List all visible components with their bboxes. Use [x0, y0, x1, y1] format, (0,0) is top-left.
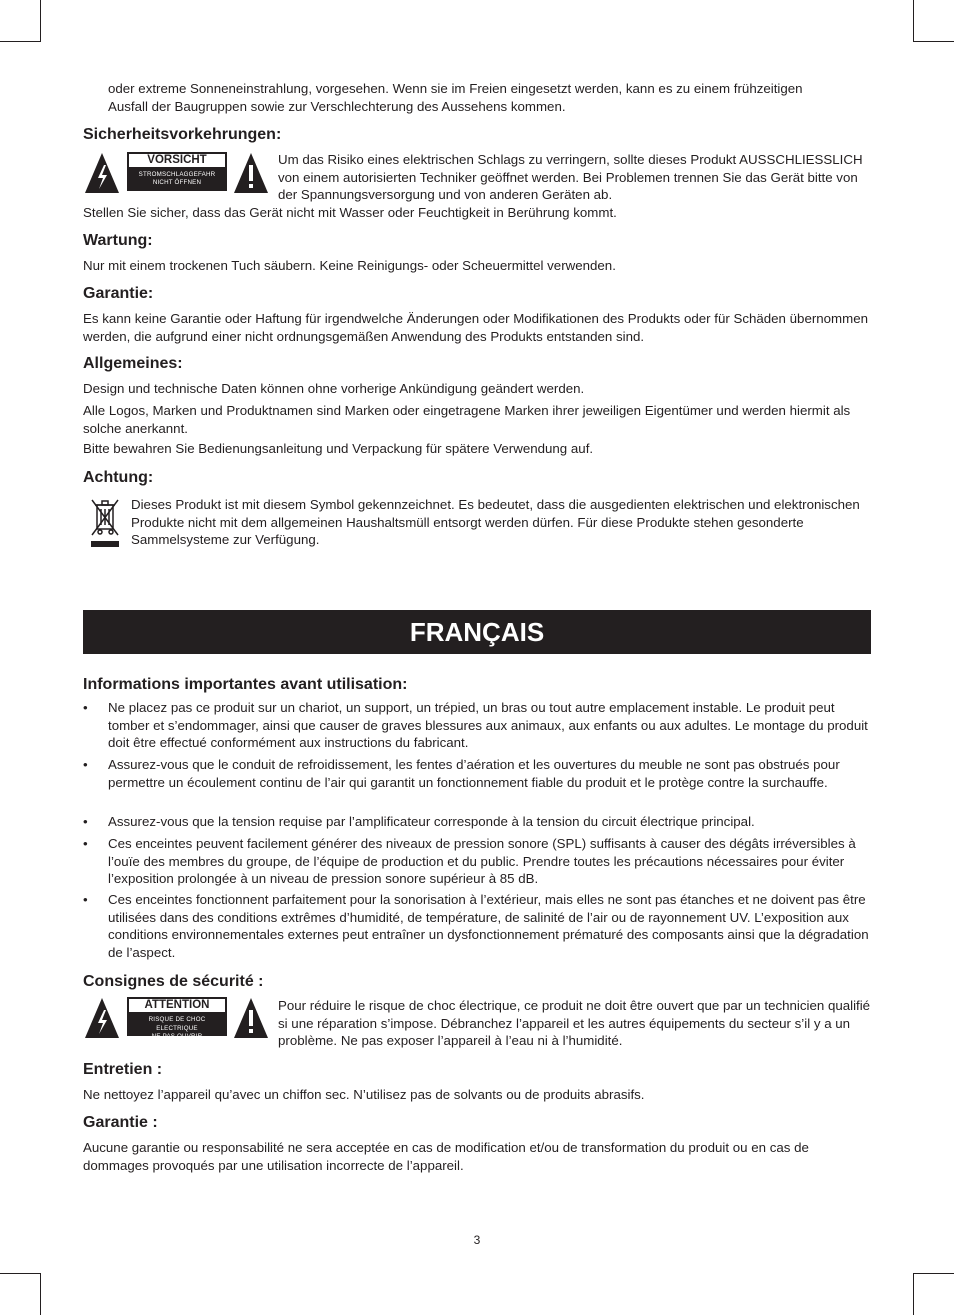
list-item-text: Ne placez pas ce produit sur un chariot, un support, un trépied, un bras ou tout autre emplacement instable. Le produit peut tomber et s’endommager, ainsi que causer de graves blessures aux animaux, aux enfants ou aux adultes. Le montage du produit doit être effectué conformément aux instructions du fabricant.: [108, 700, 868, 750]
de-attention-text: Dieses Produkt ist mit diesem Symbol gekennzeichnet. Es bedeutet, dass die ausgedienten elektrischen und elektronischen Produkte nicht mit dem allgemeinen Haushaltsmüll entsorgt werden dürfen. Für diese Produkte stehen gesonderte Sammelsysteme zur Verfügung.: [131, 497, 860, 547]
fr-warranty-heading: Garantie :: [83, 1114, 158, 1131]
de-safety-text: Um das Risiko eines elektrischen Schlags zu verringern, sollte dieses Produkt AUSSCHLIESSLICH von einem autorisierten Techniker geöffnet werden. Bei Problemen trennen Sie das Gerät bitte von der Spannungsversorgung und von anderen Geräten ab.: [278, 152, 863, 202]
crop-mark: [913, 1273, 954, 1274]
fr-info-heading: Informations importantes avant utilisation:: [83, 676, 408, 693]
bullet-marker: •: [83, 836, 88, 851]
exclamation-warning-icon: [233, 152, 269, 194]
weee-bin-icon: [88, 497, 122, 549]
fr-safety-heading: Consignes de sécurité :: [83, 973, 264, 990]
de-warning-sub: STROMSCHLAGGEFAHR NICHT ÖFFNEN: [138, 171, 216, 186]
list-item-text: Assurez-vous que le conduit de refroidissement, les fentes d’aération et les ouvertures du meuble ne sont pas obstrués pour permettre un écoulement continu de l’air qui garantit un fonctionnement fiable du produit et le protège contre la surchauffe.: [108, 757, 840, 790]
de-safety-heading: Sicherheitsvorkehrungen:: [83, 126, 282, 143]
language-banner: [83, 610, 871, 654]
de-general-text: Design und technische Daten können ohne vorherige Ankündigung geändert werden.: [83, 381, 585, 396]
de-general-text: Alle Logos, Marken und Produktnamen sind Marken oder eingetragene Marken ihrer jeweiligen Eigentümer und werden hiermit als solche anerkannt.: [83, 403, 851, 436]
de-maintenance-text: Nur mit einem trockenen Tuch säubern. Keine Reinigungs- oder Scheuermittel verwenden.: [83, 258, 616, 273]
crop-mark: [913, 1273, 914, 1315]
crop-mark: [40, 0, 41, 42]
fr-warning-sub: RISQUE DE CHOC ELECTRIQUE NE PAS OUVRIR: [148, 1016, 206, 1040]
page-number: 3: [473, 1233, 481, 1247]
list-item-text: Assurez-vous que la tension requise par l’amplificateur corresponde à la tension du circuit électrique principal.: [108, 814, 755, 829]
fr-maintenance-heading: Entretien :: [83, 1061, 163, 1078]
lightning-warning-icon: [84, 152, 120, 194]
language-banner-title: FRANÇAIS: [409, 617, 545, 647]
fr-warranty-text: Aucune garantie ou responsabilité ne sera acceptée en cas de modification et/ou de transformation du produit ou en cas de dommages provoqués par une utilisation incorrecte de l’appareil.: [83, 1140, 809, 1173]
de-warranty-heading: Garantie:: [83, 285, 154, 302]
de-attention-heading: Achtung:: [83, 469, 154, 486]
exclamation-warning-icon: [233, 997, 269, 1039]
fr-warning-label-box: [127, 997, 227, 1040]
de-warning-label-box: [127, 152, 227, 191]
bullet-marker: •: [83, 757, 88, 772]
crop-mark: [913, 0, 914, 42]
de-general-heading: Allgemeines:: [83, 355, 183, 372]
de-warning-title: VORSICHT: [129, 154, 225, 167]
de-safety-text-cont: Stellen Sie sicher, dass das Gerät nicht mit Wasser oder Feuchtigkeit in Berührung kommt.: [83, 205, 617, 220]
crop-mark: [0, 1273, 41, 1274]
bullet-marker: •: [83, 700, 88, 715]
fr-safety-text: Pour réduire le risque de choc électrique, ce produit ne doit être ouvert que par un technicien qualifié si une réparation s’impose. Débranchez l’appareil et les autres équipements du secteur s’il y a un problème. Ne pas exposer l’appareil à l’eau ni à l’humidité.: [278, 998, 871, 1048]
de-warranty-text: Es kann keine Garantie oder Haftung für irgendwelche Änderungen oder Modifikationen des Produkts oder für Schäden übernommen werden, die aufgrund einer nicht ordnungsgemäßen Anwendung des Produkts entstanden sind.: [83, 311, 868, 344]
de-general-text: Bitte bewahren Sie Bedienungsanleitung und Verpackung für spätere Verwendung auf.: [83, 441, 594, 456]
bullet-marker: •: [83, 814, 88, 829]
de-intro-line: oder extreme Sonneneinstrahlung, vorgesehen. Wenn sie im Freien eingesetzt werden, kann es zu einem frühzeitigen: [108, 81, 803, 96]
crop-mark: [0, 41, 41, 42]
list-item-text: Ces enceintes fonctionnent parfaitement pour la sonorisation à l’extérieur, mais elles ne sont pas étanches et ne doivent pas être utilisées dans des conditions extrêmes d’humidité, de température, de salinité de l’air ou de rayonnement UV. L’exposition aux conditions environnementales externes peut entraîner un dysfonctionnement prématuré des composants ainsi que la dégradation de l’aspect.: [108, 892, 869, 960]
fr-maintenance-text: Ne nettoyez l’appareil qu’avec un chiffon sec. N’utilisez pas de solvants ou de produits abrasifs.: [83, 1087, 645, 1102]
crop-mark: [913, 41, 954, 42]
fr-warning-title: ATTENTION: [129, 999, 225, 1012]
de-intro-line: Ausfall der Baugruppen sowie zur Verschlechterung des Aussehens kommen.: [108, 99, 566, 114]
lightning-warning-icon: [84, 997, 120, 1039]
bullet-marker: •: [83, 892, 88, 907]
list-item-text: Ces enceintes peuvent facilement générer des niveaux de pression sonore (SPL) suffisants à causer des dégâts irréversibles à l’ouïe des membres du groupe, de l’équipe de production et du public. Prendre toutes les précautions nécessaires pour éviter l’exposition prolongée à un niveau de pression sonore supérieur à 85 dB.: [108, 836, 856, 886]
de-maintenance-heading: Wartung:: [83, 232, 153, 249]
crop-mark: [40, 1273, 41, 1315]
